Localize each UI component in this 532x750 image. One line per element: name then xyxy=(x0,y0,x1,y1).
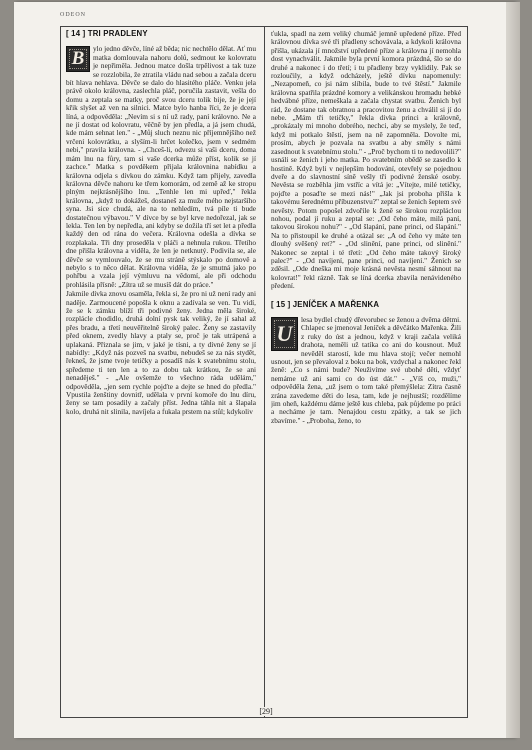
ornamental-initial: U xyxy=(271,317,298,351)
page-edge xyxy=(506,2,520,738)
right-column xyxy=(271,30,461,698)
left-column xyxy=(66,30,256,698)
page-number: [29] xyxy=(248,707,284,716)
paragraph: lesa bydlel chudý dřevorubec se ženou a dvěma dětmi. Chlapec se jmenoval Jeníček a děvčátko Mařenka. Žili z ruky do úst a jednou, když v kraji začala veliká drahota, neměli už tatíka co ani do kousnout. Muž nevěděl starostí, kde mu hlava stojí; večer nemohl usnout, jen se převaloval z boku na bok, vzdychal a nakonec řekl ženě: „Co s námi bude? Neuživíme své ubohé děti, vždyť nemáme už ani sami co do úst dát." - „Víš co, muži," odpověděla žena, „už jsem o tom také přemýšlela: Zítra časně zrána zavedeme děti do lesa, tam, kde je nejhustší; rozdělíme jim oheň, každému dáme ještě kus chleba, pak půjdeme po práci a necháme je tam. Nenajdou cestu zpátky, a tak se jich zbavíme." - „Proboha, ženo, to xyxy=(271,315,461,425)
story-title: [ 15 ] JENÍČEK A MAŘENKA xyxy=(271,299,380,309)
paragraph: ylo jedno děvče, líné až běda; nic nechtělo dělat. Ať mu matka domlouvala nahoru dolů, sedmout ke kolovratu je nepřiměla. Jednou matce došla trpělivost a tak tuze se rozzlobila, že ztratila vládu nad sebou a začala dceru bít hlava nehlava. Děvče se dalo do hlasitého pláče. Venku jela právě okolo královna, zaslechla pláč, poručila zastavit, vešla do domu a zeptala se matky, proč svou dceru tolik bije, že je její křik slyšet až ven na silnici. Matce bylo hanba říci, že je dcera líná, a odpověděla: „Nevím si s ní už rady, paní královno. Ne a ne jí dostat od kolovratu, věčně by jen předla, a já jsem chudá, kde mám sehnat len." - „Můj sluch neznu nic příjemnějšího než vrčení kolovrátku, a slyším-li hrčet kolečko, jsem v sedmém nebi," pravila královna. - „Chceš-li, odvezu si vaši dceru, doma mám lnu na fůry, tam si vaše dcerka může příst, kolik se jí zachce." Matka s povděkem přijala královnina nabídku a královna odjela s dívkou do zámku. Když tam přijely, zavedla královna děvče nahoru ke třem komorám, od země až ke stropu plným nejkrásnějšího lnu. „Tenhle len mi upřeď," řekla královna, „když to dokážeš, dostaneš za muže mého nejstaršího syna. Jsi sice chudá, ale na to nehledím, tvá píle ti bude dostatečnou výbavou." V dívce by se byl krve nedořezal, jak se lekla. Ten len by nepředla, ani kdyby se dožila tří set let a předla každý den od rána do večera. Královna odešla a dívka se rozplakala. Tři dny proseděla v pláči a nehnula rukou. Třetího dne přišla královna a viděla, že len je netknutý. Podivila se, ale děvče se vymlouvalo, že se mu stráně stýskalo po domově a nebylo s to něco dělat. Královna viděla, že je smutná jako po pohřbu a vzala její výmluvu na vědomí, ale při odchodu prohlásila přísně: „Zítra už se musíš dát do práce." xyxy=(66,44,256,289)
ornamental-initial: B xyxy=(66,46,90,72)
story-title: [ 14 ] TŘI PŘADLENY xyxy=(66,30,148,38)
paragraph: ťukla, spadl na zem veliký chumáč jemně upředené příze. Před královnou dívka své tři přadleny schovávala, a kdykoli královna přišla, ukázala jí množství upředené příze a královna jí nemohla dost vynachválit. Jakmile byla první komora prázdná, šlo se do druhé a nakonec i do třetí; i tu přadleny brzy vyklidily. Pak se rozloučily, a když odcházely, ještě dívku napomenuly: „Nezapomeň, co jsi nám slíbila, bude to tvé štěstí." Jakmile královna spatřila prázdné komory a velikánskou hromadu hebké hedvábné příze, nemeškala a začala chystat svatbu. Ženich byl rád, že dostane tak obratnou a pracovitou ženu a chválil si jí do nebe. „Mám tři tetičky," řekla dívka princi a královně, „prokázaly mi mnoho dobrého, nechci, aby se myslely, že teď, když mi potkalo štěstí, jsem na ně zapomněla. Dovolte mi, prosím, abych je pozvala na svatbu a aby směly s námi zasednout k svatebnímu stolu." - „Proč bychom ti to nedovolili?" usnáli se ženich i jeho matka. Po svatebním obědě se zasedlo k hostině. Když byli v nejlepším hodování, otevřely se pojednou dveře a do slavnostní síně vešly tři podivné ženské osoby. Nevěsta se rozběhla jim vstříc a vítá je: „Vítejte, milé tetičky, pojďte a posaďte se mezi nás!" „Jak jsi proboha přišla k takovému šerednému příbuzenstvu?" zeptal se ženich šeptem své nevěsty. Potom popošel zdvořile k ženě se širokou rozpláclou nohou, podal jí ruku a zeptal se: „Od čeho máte, milá paní, takovou širokou nohu?" - „Od šlapání, pane princi, od šlapání." Na to přistoupil ke druhé a otázal se: „A od čeho vy máte ten dlouhý svěšený ret?" - „Od slinění, pane princi, od slinění." Nakonec se zeptal i té třetí: „Od čeho máte takový široký palec?" - „Od navíjení, pane princi, od navíjení." Ženich se zděsil. „Ode dneška mi moje krásná nevěsta nesmí sáhnout na kolovrat!" řekl rázně. Tak se líná dcerka zbavila nenávideného předení. xyxy=(271,30,461,291)
column-divider xyxy=(264,27,265,717)
paragraph: Jakmile dívka znovu osaměla, řekla si, že pro ni už není rady ani naděje. Zarmoucené popošla k oknu a zadívala se ven. Tu vidí, že se k zámku blíží tři podivné ženy. Jedna měla široké, rozplácle chodidlo, druhá dolní pysk tak veliký, že jí sahal až přes bradu, a třetí neuvěřitelně široký palec. Ženy se zastavily před oknem, zvedly hlavy a ptaly se, proč je tak utrápená a uplakaná. Přiznala se jim, v jaké je tísni, a ty dívné ženy se jí nabídly: „Když nás pozveš na svatbu, nebudeš se za nás stydět, řekneš, že jsme tvoje tetičky a posadíš nás k svatebnímu stolu, spředeme ti ten len a to za dobu tak krátkou, že se ani nenaděješ." - „Ale ovšemže to všechno ráda udělám," odpověděla, „jen sem rychle pojďte a dejte se hned do předla." Vpustila ženštiny dovnitř, udělala v první komoře do lnu díru, ženy se tam posadily a začaly příst. Jedna táhla nit a šlapala kolo, druhá nit slinila, navíjela a fukala prstem na stůl; kdykoliv xyxy=(66,289,256,416)
running-head: ODEON xyxy=(60,12,86,18)
